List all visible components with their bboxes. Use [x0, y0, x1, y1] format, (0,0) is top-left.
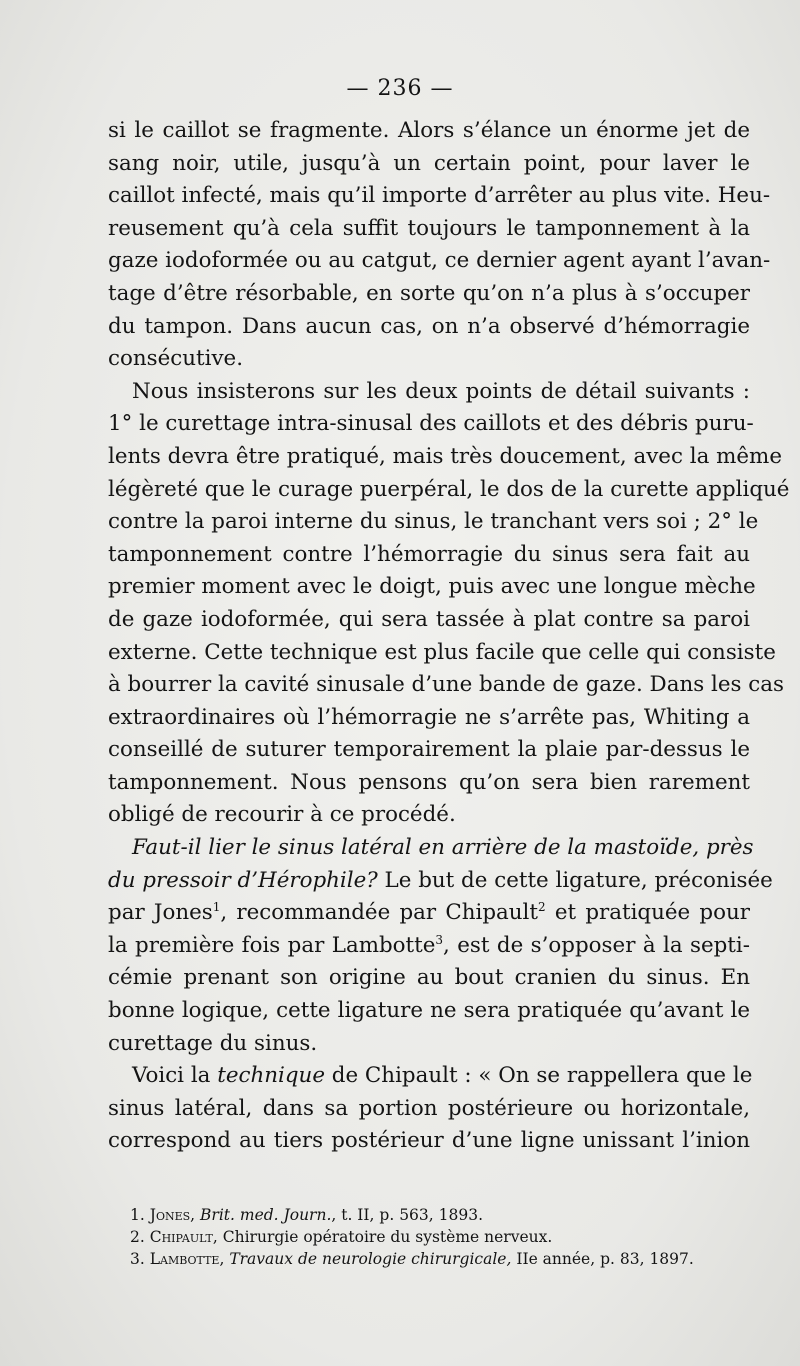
footnote-ref-1: 1 [212, 900, 221, 915]
text-line: de gaze iodoformée, qui sera tassée à plat contre sa paroi [108, 606, 750, 632]
text-span: Le but de cette ligature, préconisée [377, 867, 773, 893]
italic-word: technique [217, 1063, 325, 1089]
text-line: cémie prenant son origine au bout cranien du sinus. En [108, 965, 750, 991]
footnote-2 [130, 1226, 750, 1248]
page-number: — 236 — [346, 76, 454, 101]
text-line: reusement qu’à cela suffit toujours le tamponnement à la [108, 215, 750, 241]
text-line: extraordinaires où l’hémorragie ne s’arrête pas, Whiting a [108, 704, 750, 730]
text-span: Voici la [132, 1063, 218, 1089]
text-span: , [190, 1206, 201, 1224]
footnote-title: Travaux de neurologie chirurgicale, [229, 1250, 512, 1268]
text-line [108, 897, 750, 930]
text-line: consécutive. [108, 346, 244, 372]
text-span: , recommandée par Chipault [220, 900, 538, 926]
text-line: sinus latéral, dans sa portion postérieure ou horizontale, [108, 1095, 750, 1121]
text-span: et pratiquée pour [545, 900, 750, 926]
paragraph-4 [108, 1060, 753, 1158]
italic-question: Faut-il lier le sinus latéral en arrière de la mastoïde, près [132, 835, 754, 861]
text-line [108, 865, 773, 898]
footnote-number: 3. [130, 1250, 145, 1268]
italic-question-end: du pressoir d’Hérophile? [108, 867, 378, 893]
text-line: correspond au tiers postérieur d’une ligne unissant l’inion [108, 1128, 750, 1154]
footnote-number: 2. [130, 1228, 145, 1246]
text-span: , est de s’opposer à la septi- [443, 932, 750, 958]
text-span: IIe année, p. 83, 1897. [511, 1250, 694, 1268]
paragraph-3 [108, 832, 773, 1060]
footnote-3 [130, 1248, 750, 1270]
text-line: 1° le curettage intra-sinusal des caillots et des débris puru- [108, 411, 754, 437]
text-line: tamponnement contre l’hémorragie du sinus sera fait au [108, 541, 750, 567]
text-line: curettage du sinus. [108, 1030, 318, 1056]
paragraph-1 [108, 115, 771, 376]
text-line: sang noir, utile, jusqu’à un certain point, pour laver le [108, 150, 750, 176]
footnote-author: Lambotte [149, 1250, 220, 1268]
text-line [108, 930, 750, 963]
text-span: , t. II, p. 563, 1893. [331, 1206, 483, 1224]
footnote-ref-2: 2 [538, 900, 546, 915]
text-span: Chirurgie opératoire du système nerveux. [222, 1228, 553, 1246]
footnote-number: 1. [130, 1206, 145, 1224]
text-line: Nous insisterons sur les deux points de détail suivants : [132, 378, 750, 404]
text-line: gaze iodoformée ou au catgut, ce dernier agent ayant l’avan- [108, 248, 771, 274]
text-line: lents devra être pratiqué, mais très doucement, avec la même [108, 443, 783, 469]
footnote-author: Chipault [149, 1228, 213, 1246]
text-line: légèreté que le curage puerpéral, le dos de la curette appliqué [108, 476, 790, 502]
text-span: de Chipault : « On se rappellera que le [324, 1063, 753, 1089]
text-line: à bourrer la cavité sinusale d’une bande de gaze. Dans les cas [108, 672, 784, 698]
text-line [108, 1060, 753, 1093]
text-span: , [212, 1228, 223, 1246]
text-line: conseillé de suturer temporairement la plaie par-dessus le [108, 737, 750, 763]
text-line: tamponnement. Nous pensons qu’on sera bien rarement [108, 769, 750, 795]
text-line: externe. Cette technique est plus facile que celle qui consiste [108, 639, 776, 665]
footnote-title: Brit. med. Journ. [200, 1206, 332, 1224]
text-line [108, 832, 754, 865]
text-line: contre la paroi interne du sinus, le tranchant vers soi ; 2° le [108, 509, 759, 535]
text-span: par Jones [108, 900, 213, 926]
footnotes [130, 1204, 750, 1270]
text-span: , [219, 1250, 230, 1268]
footnote-1 [130, 1204, 750, 1226]
text-line: du tampon. Dans aucun cas, on n’a observé d’hémorragie [108, 313, 750, 339]
text-line: premier moment avec le doigt, puis avec une longue mèche [108, 574, 756, 600]
text-span: la première fois par Lambotte [108, 932, 436, 958]
text-line: caillot infecté, mais qu’il importe d’arrêter au plus vite. Heu- [108, 183, 771, 209]
footnote-author: Jones [149, 1206, 191, 1224]
text-line: tage d’être résorbable, en sorte qu’on n’a plus à s’occuper [108, 280, 750, 306]
paragraph-2 [108, 376, 790, 832]
text-line: obligé de recourir à ce procédé. [108, 802, 456, 828]
body-text [108, 115, 790, 1158]
footnote-ref-3: 3 [435, 932, 444, 947]
text-line: si le caillot se fragmente. Alors s’élance un énorme jet de [108, 118, 750, 143]
text-line: bonne logique, cette ligature ne sera pratiquée qu’avant le [108, 998, 750, 1024]
